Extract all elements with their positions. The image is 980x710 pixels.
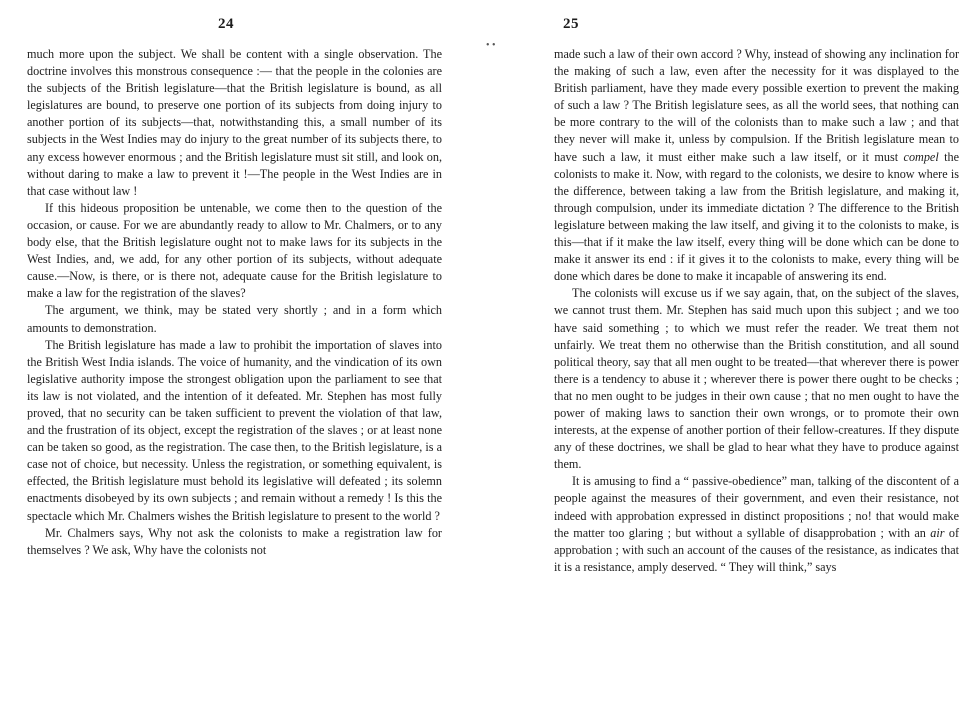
right-paragraph-1-text-b: the colonists to make it. Now, with regard to the colonists, we desire to know where is the difference, between taking a law from the British legislature, and making it, through compulsion, under its immediate dictation ? The difference to the British legislature between making the law itself, and giving it to the colonists to make, is this—that if it make the law itself, every thing will be done which can be done to make it answer its end : if it gives it to the colonists to make, every thing will be done which dares be done to make it incapable of answering its end. xyxy=(554,149,960,284)
left-text-column xyxy=(27,46,442,559)
right-page xyxy=(490,0,980,710)
left-paragraph-4: The British legislature has made a law to prohibit the importation of slaves into the British West India islands. The voice of humanity, and the vindication of its own legislative authority impose the strongest obligation upon the parliament to see that its law is not violated, and the intention of it defeated. Mr. Stephen has most fully proved, that no security can be taken sufficient to prevent the violation of that law, and the frustration of its object, except the registration of the slaves ; or at least none can be taken so good, as the registration. The case then, to the British legislature, is a case not of choice, but necessity. Unless the registration, or something equivalent, is effected, the British legislature must behold its legislative will defeated ; its solemn enactments disobeyed by its own subjects ; and remain without a remedy ! Is this the spectacle which Mr. Chalmers wishes the British legislature to present to the world ? xyxy=(27,337,442,523)
left-paragraph-1: much more upon the subject. We shall be content with a single observation. The doctrine involves this monstrous consequence :— that the people in the colonies are the subjects of the British legislature—that the British legislature is bound, as all legislatures are bound, to preserve one portion of its subjects from doing injury to another portion of its subjects—that, notwithstanding this, a small number of its subjects in the West Indies may do injury to the great number of its subjects there, to any excess however enormous ; and the British legislature must sit still, and look on, without daring to make a law to prevent it !—The people in the West Indies are in that case without law ! xyxy=(27,47,442,198)
right-paragraph-3 xyxy=(554,473,959,576)
left-paragraph-5: Mr. Chalmers says, Why not ask the colonists to make a registration law for themselves ? We ask, Why have the colonists not xyxy=(27,525,442,557)
left-paragraph-2: If this hideous proposition be untenable, we come then to the question of the occasion, or cause. For we are abundantly ready to allow to Mr. Chalmers, or to any body else, that the British legislature ought not to make laws for its subjects in the West Indies, and, we add, for any other portion of its subjects, without adequate cause.—Now, is there, or is there not, adequate cause for the British legislature to make a law for the registration of the slaves? xyxy=(27,200,442,301)
right-paragraph-1 xyxy=(554,46,959,285)
right-text-column xyxy=(554,46,959,576)
left-page-number: 24 xyxy=(218,16,234,32)
right-paragraph-3-text-a: It is amusing to find a “ passive-obedience” man, talking of the discontent of a people against the measures of their government, and even their resistance, not indeed with approbation expressed in distinct propositions ; no! that would make the matter too glaring ; but without a syllable of disapprobation ; with an xyxy=(554,474,959,540)
right-paragraph-3-text-b: of approbation ; with such an account of the causes of the resistance, as indicates that it is a resistance, amply deserved. “ They will think,” says xyxy=(554,525,959,574)
right-paragraph-2: The colonists will excuse us if we say again, that, on the subject of the slaves, we cannot trust them. Mr. Stephen has said much upon this subject ; and we too have said something ; to which we must refer the reader. We treat them not unfairly. We treat them no otherwise than the British constitution, and all sound political theory, say that all men ought to be treated—that wherever there is power there is a tendency to abuse it ; wherever there is power there ought to be checks ; that no men ought to be judges in their own cause ; that no men ought to have the power of making laws to sanction their own wrongs, or to promote their own interests, at the expense of another portion of their fellow-creatures. If they dispute any of these doctrines, we shall be glad to hear what they have to produce against them. xyxy=(554,286,959,472)
left-paragraph-3: The argument, we think, may be stated very shortly ; and in a form which amounts to demonstration. xyxy=(27,303,442,335)
right-paragraph-1-emphasis: compel xyxy=(903,149,939,164)
gutter-mark: • • xyxy=(486,40,496,51)
right-page-number: 25 xyxy=(563,16,579,32)
right-paragraph-1-text-a: made such a law of their own accord ? Why, instead of showing any inclination for the making of such a law, even after the necessity for it was displayed to the British parliament, have they made every possible exertion to prevent the making of such a law ? The British legislature sees, as all the world sees, that nothing can be more contrary to the will of the colonists than to make such a law ; and that they never will make it, unless by compulsion. If the British legislature mean to have such a law, it must either make such a law itself, or it must xyxy=(554,47,959,164)
right-paragraph-3-emphasis: air xyxy=(930,525,945,540)
